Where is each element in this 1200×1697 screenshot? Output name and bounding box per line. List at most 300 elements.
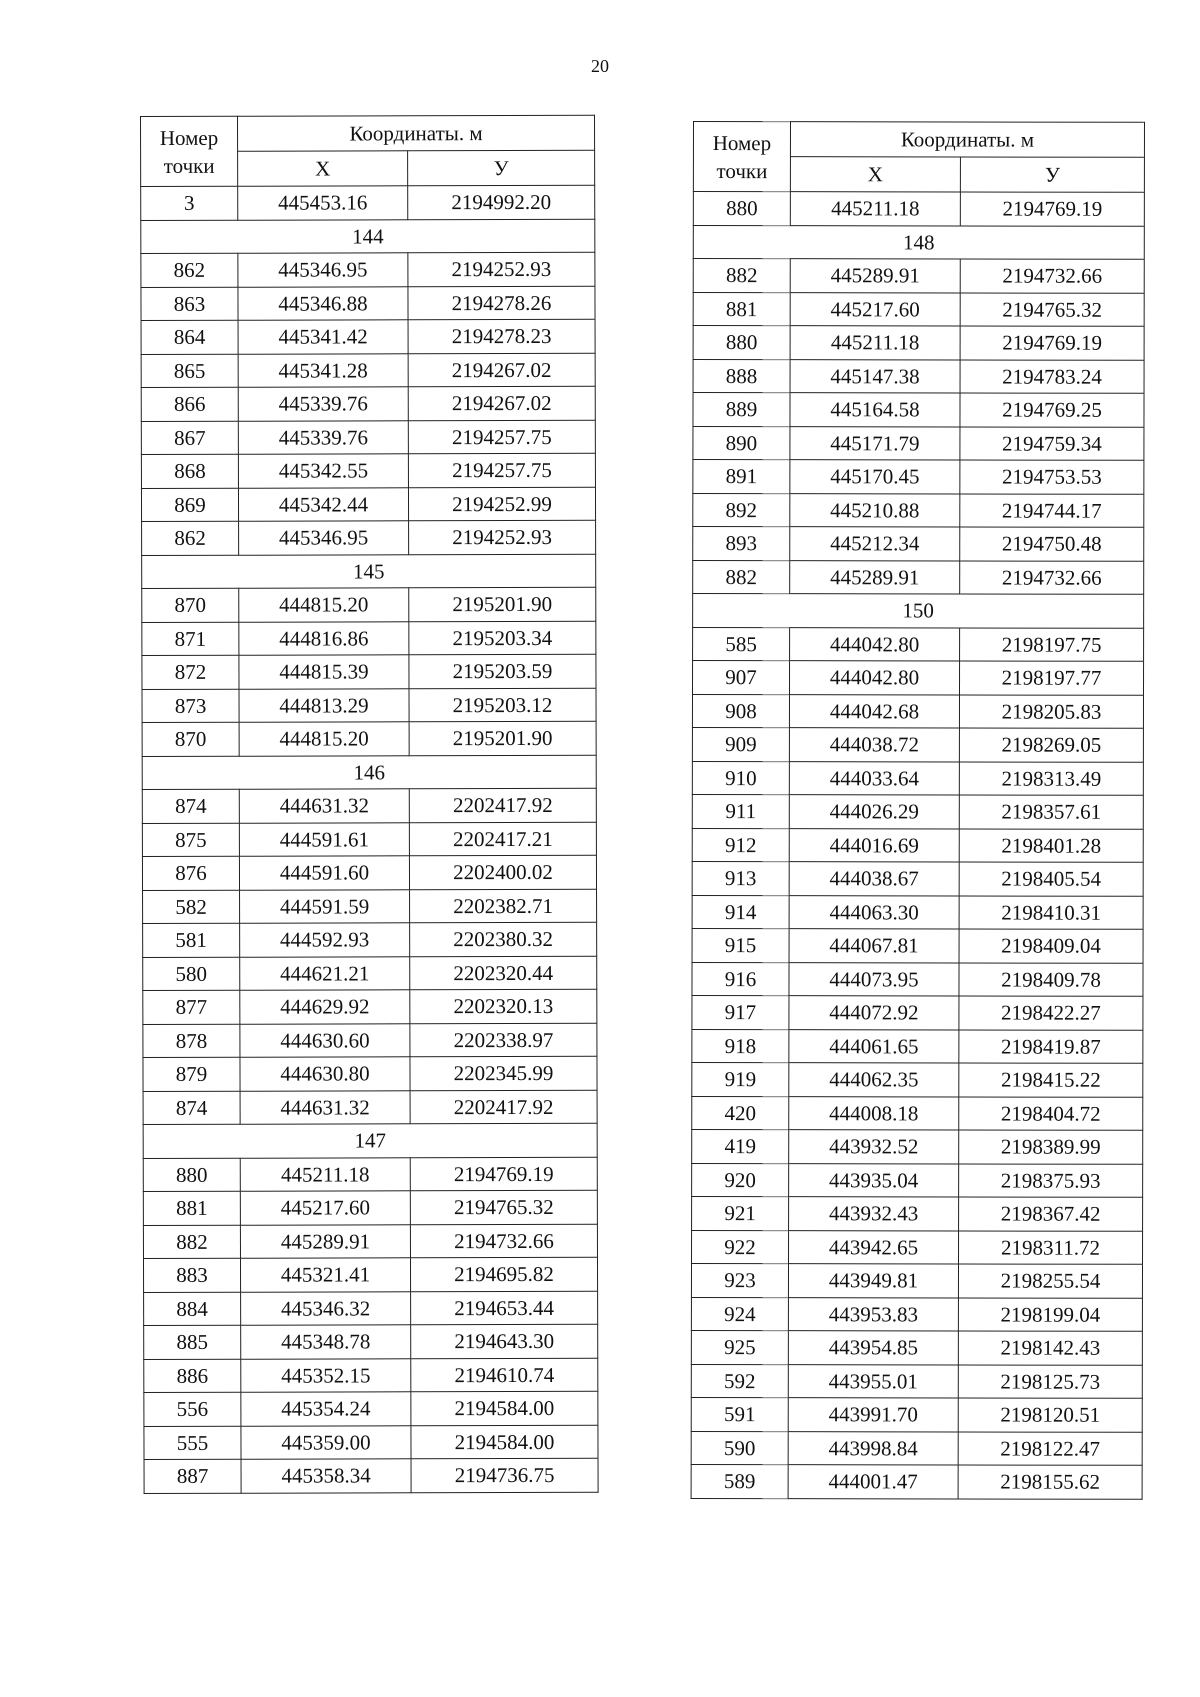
section-row	[143, 1123, 597, 1158]
table-row	[692, 928, 1143, 962]
y-coordinate-cell: 2202417.92	[410, 1090, 597, 1124]
y-coordinate-cell: 2202400.02	[409, 855, 596, 889]
point-number-cell: 580	[143, 957, 240, 991]
x-coordinate-cell: 445341.28	[238, 353, 408, 387]
table-row	[144, 1358, 598, 1393]
x-coordinate-cell: 443932.43	[789, 1197, 959, 1231]
y-column-header: У	[408, 150, 595, 185]
table-row	[693, 359, 1144, 393]
y-coordinate-cell: 2194257.75	[408, 420, 595, 454]
table-row	[143, 1224, 597, 1259]
x-coordinate-cell: 444631.32	[240, 1090, 410, 1124]
x-coordinate-cell: 444008.18	[789, 1096, 959, 1130]
point-number-cell: 591	[691, 1397, 788, 1431]
point-number-cell: 889	[693, 393, 790, 427]
table-row	[693, 292, 1144, 326]
x-coordinate-cell: 444038.67	[789, 862, 959, 896]
table-row	[692, 1062, 1143, 1096]
y-coordinate-cell: 2194252.93	[409, 520, 596, 554]
x-coordinate-cell: 444073.95	[789, 962, 959, 996]
table-body-right	[691, 192, 1144, 1499]
y-coordinate-cell: 2198357.61	[959, 795, 1143, 829]
x-coordinate-cell: 445217.60	[240, 1191, 410, 1225]
point-number-cell: 912	[692, 828, 789, 862]
x-coordinate-cell: 445341.42	[238, 320, 408, 354]
x-coordinate-cell: 444033.64	[789, 761, 959, 795]
point-number-cell: 881	[143, 1191, 240, 1225]
table-row	[692, 861, 1143, 895]
x-coordinate-cell: 443949.81	[788, 1264, 958, 1298]
coordinates-table-left	[140, 115, 599, 1494]
point-number-cell: 890	[693, 426, 790, 460]
y-coordinate-cell: 2194765.32	[410, 1190, 597, 1224]
y-coordinate-cell: 2198122.47	[958, 1431, 1142, 1465]
point-number-cell: 921	[692, 1196, 789, 1230]
table-row	[693, 527, 1144, 561]
table-row	[691, 1263, 1142, 1297]
x-coordinate-cell: 445346.32	[241, 1291, 411, 1325]
x-coordinate-cell: 443935.04	[789, 1163, 959, 1197]
section-row	[693, 594, 1144, 628]
point-number-cell: 910	[692, 761, 789, 795]
section-label: 146	[142, 755, 596, 790]
x-coordinate-cell: 444592.93	[240, 923, 410, 957]
point-number-cell: 862	[141, 253, 238, 287]
y-coordinate-cell: 2194769.19	[410, 1157, 597, 1191]
table-row	[693, 627, 1144, 661]
point-number-cell: 883	[143, 1258, 240, 1292]
point-number-cell: 589	[691, 1464, 788, 1498]
y-coordinate-cell: 2194653.44	[411, 1291, 598, 1325]
y-coordinate-cell: 2198367.42	[959, 1197, 1143, 1231]
y-coordinate-cell: 2202320.13	[410, 989, 597, 1023]
x-coordinate-cell: 445217.60	[790, 292, 960, 326]
x-coordinate-cell: 443998.84	[788, 1431, 958, 1465]
section-row	[142, 554, 596, 589]
point-number-cell: 877	[143, 990, 240, 1024]
point-number-cell: 865	[141, 354, 238, 388]
point-number-cell: 882	[693, 259, 790, 293]
x-coordinate-cell: 444067.81	[789, 929, 959, 963]
y-coordinate-cell: 2194584.00	[411, 1391, 598, 1425]
table-row	[144, 1391, 598, 1426]
point-number-cell: 873	[142, 689, 239, 723]
y-coordinate-cell: 2198422.27	[959, 996, 1143, 1030]
table-row	[141, 487, 595, 522]
point-number-cell: 919	[692, 1062, 789, 1096]
point-number-cell: 916	[692, 962, 789, 996]
point-number-cell: 863	[141, 287, 238, 321]
table-row	[144, 1291, 598, 1326]
table-row	[142, 621, 596, 656]
y-coordinate-cell: 2198375.93	[959, 1163, 1143, 1197]
table-row	[692, 694, 1143, 728]
point-number-cell: 891	[693, 460, 790, 494]
table-row	[693, 560, 1144, 594]
y-coordinate-cell: 2194783.24	[960, 359, 1144, 393]
table-row	[143, 1090, 597, 1125]
table-row	[692, 727, 1143, 761]
table-row	[692, 828, 1143, 862]
x-coordinate-cell: 444062.35	[789, 1063, 959, 1097]
table-row	[692, 761, 1143, 795]
table-row	[141, 286, 595, 321]
y-coordinate-cell: 2202380.32	[410, 922, 597, 956]
table-row	[691, 1297, 1142, 1331]
y-coordinate-cell: 2198409.78	[959, 962, 1143, 996]
x-coordinate-cell: 444813.29	[239, 688, 409, 722]
y-coordinate-cell: 2198269.05	[959, 728, 1143, 762]
y-coordinate-cell: 2194732.66	[410, 1224, 597, 1258]
point-number-cell: 920	[692, 1163, 789, 1197]
y-coordinate-cell: 2198410.31	[959, 895, 1143, 929]
table-row	[143, 889, 597, 924]
x-coordinate-cell: 443932.52	[789, 1130, 959, 1164]
point-number-header	[141, 116, 238, 186]
y-coordinate-cell: 2202417.92	[409, 788, 596, 822]
table-row	[691, 1364, 1142, 1398]
y-coordinate-cell: 2198255.54	[958, 1264, 1142, 1298]
table-row	[692, 895, 1143, 929]
x-coordinate-cell: 444001.47	[788, 1465, 958, 1499]
table-row	[143, 956, 597, 991]
point-number-cell: 868	[141, 454, 238, 488]
x-coordinate-cell: 445453.16	[238, 186, 408, 220]
point-number-header-line1: Номер	[712, 130, 772, 155]
table-row	[141, 353, 595, 388]
x-coordinate-cell: 445342.55	[238, 454, 408, 488]
point-number-cell: 918	[692, 1029, 789, 1063]
y-coordinate-cell: 2194278.23	[408, 319, 595, 353]
table-row	[141, 420, 595, 455]
table-row	[692, 661, 1143, 695]
x-coordinate-cell: 445289.91	[790, 259, 960, 293]
table-row	[141, 252, 595, 287]
point-number-cell: 592	[691, 1364, 788, 1398]
x-coordinate-cell: 444016.69	[789, 828, 959, 862]
table-row	[142, 721, 596, 756]
y-coordinate-cell: 2198419.87	[959, 1029, 1143, 1063]
x-coordinate-cell: 445359.00	[241, 1425, 411, 1459]
x-coordinate-cell: 445348.78	[241, 1325, 411, 1359]
coordinates-header: Координаты. м	[790, 122, 1144, 158]
x-coordinate-cell: 445164.58	[790, 393, 960, 427]
table-row	[142, 788, 596, 823]
y-coordinate-cell: 2202382.71	[410, 889, 597, 923]
section-label: 148	[693, 225, 1144, 259]
point-number-cell: 914	[692, 895, 789, 929]
x-coordinate-cell: 444815.39	[239, 655, 409, 689]
point-number-cell: 420	[692, 1096, 789, 1130]
table-row	[143, 1157, 597, 1192]
point-number-cell: 922	[692, 1230, 789, 1264]
y-coordinate-cell: 2198313.49	[959, 761, 1143, 795]
x-coordinate-cell: 443991.70	[788, 1398, 958, 1432]
point-number-cell: 888	[693, 359, 790, 393]
point-number-cell: 874	[143, 1091, 240, 1125]
point-number-cell: 866	[141, 387, 238, 421]
point-number-cell: 867	[141, 421, 238, 455]
point-number-cell: 911	[692, 794, 789, 828]
y-coordinate-cell: 2194257.75	[408, 453, 595, 487]
y-coordinate-cell: 2194732.66	[960, 259, 1144, 293]
table-row	[693, 192, 1144, 226]
y-coordinate-cell: 2194765.32	[960, 292, 1144, 326]
y-coordinate-cell: 2194278.26	[408, 286, 595, 320]
x-column-header: Х	[790, 157, 960, 192]
table-row	[693, 426, 1144, 460]
table-row	[692, 995, 1143, 1029]
x-coordinate-cell: 443954.85	[788, 1331, 958, 1365]
table-row	[692, 794, 1143, 828]
section-label: 144	[141, 219, 595, 254]
y-coordinate-cell: 2194750.48	[960, 527, 1144, 561]
x-coordinate-cell: 445346.95	[239, 521, 409, 555]
table-row	[692, 1196, 1143, 1230]
point-number-cell: 907	[692, 661, 789, 695]
point-number-cell: 872	[142, 655, 239, 689]
y-coordinate-cell: 2195203.59	[409, 654, 596, 688]
y-coordinate-cell: 2198415.22	[959, 1063, 1143, 1097]
x-coordinate-cell: 444815.20	[239, 588, 409, 622]
x-coordinate-cell: 444042.80	[790, 627, 960, 661]
x-coordinate-cell: 445354.24	[241, 1392, 411, 1426]
y-coordinate-cell: 2198142.43	[958, 1331, 1142, 1365]
table-row	[143, 1023, 597, 1058]
point-number-cell: 909	[692, 727, 789, 761]
coordinates-header: Координаты. м	[238, 115, 595, 151]
point-number-cell: 556	[144, 1392, 241, 1426]
y-coordinate-cell: 2195201.90	[409, 587, 596, 621]
point-number-cell: 917	[692, 995, 789, 1029]
table-row	[693, 493, 1144, 527]
x-coordinate-cell: 444591.59	[240, 889, 410, 923]
x-coordinate-cell: 444591.60	[239, 856, 409, 890]
y-coordinate-cell: 2198155.62	[958, 1465, 1142, 1499]
x-coordinate-cell: 445346.88	[238, 286, 408, 320]
x-coordinate-cell: 445346.95	[238, 253, 408, 287]
x-coordinate-cell: 444063.30	[789, 895, 959, 929]
table-row	[144, 1324, 598, 1359]
x-coordinate-cell: 445358.34	[241, 1459, 411, 1493]
table-row	[692, 1029, 1143, 1063]
table-row	[142, 587, 596, 622]
table-row	[693, 259, 1144, 293]
y-coordinate-cell: 2195201.90	[409, 721, 596, 755]
y-coordinate-cell: 2202417.21	[409, 822, 596, 856]
x-coordinate-cell: 445212.34	[790, 527, 960, 561]
point-number-header-line2: точки	[716, 158, 768, 183]
section-label: 147	[143, 1123, 597, 1158]
point-number-cell: 880	[693, 192, 790, 226]
point-number-cell: 925	[691, 1330, 788, 1364]
y-coordinate-cell: 2198409.04	[959, 929, 1143, 963]
x-coordinate-cell: 445211.18	[240, 1157, 410, 1191]
y-coordinate-cell: 2202345.99	[410, 1056, 597, 1090]
table-row	[143, 1257, 597, 1292]
x-coordinate-cell: 445339.76	[238, 420, 408, 454]
x-coordinate-cell: 445321.41	[240, 1258, 410, 1292]
y-coordinate-cell: 2195203.12	[409, 688, 596, 722]
y-coordinate-cell: 2198311.72	[959, 1230, 1143, 1264]
point-number-cell: 884	[144, 1292, 241, 1326]
table-row	[693, 326, 1144, 360]
table-row	[692, 1163, 1143, 1197]
point-number-cell: 590	[691, 1431, 788, 1465]
section-row	[141, 219, 595, 254]
table-body-left	[141, 185, 598, 1493]
table-row	[143, 922, 597, 957]
table-row	[691, 1397, 1142, 1431]
y-coordinate-cell: 2198199.04	[958, 1297, 1142, 1331]
y-coordinate-cell: 2194267.02	[408, 353, 595, 387]
table-row	[141, 453, 595, 488]
point-number-cell: 879	[143, 1057, 240, 1091]
point-number-cell: 876	[142, 856, 239, 890]
x-coordinate-cell: 445211.18	[790, 192, 960, 226]
x-coordinate-cell: 445342.44	[238, 487, 408, 521]
x-coordinate-cell: 444072.92	[789, 996, 959, 1030]
table-row	[142, 688, 596, 723]
point-number-cell: 924	[691, 1297, 788, 1331]
table-row	[144, 1425, 598, 1460]
y-coordinate-cell: 2198125.73	[958, 1364, 1142, 1398]
table-row	[691, 1464, 1142, 1498]
point-number-cell: 882	[143, 1225, 240, 1259]
x-coordinate-cell: 444038.72	[789, 728, 959, 762]
y-coordinate-cell: 2202338.97	[410, 1023, 597, 1057]
y-coordinate-cell: 2194584.00	[411, 1425, 598, 1459]
table-row	[141, 319, 595, 354]
table-row	[143, 1190, 597, 1225]
x-coordinate-cell: 443955.01	[788, 1364, 958, 1398]
y-coordinate-cell: 2194732.66	[960, 560, 1144, 594]
table-row	[692, 1129, 1143, 1163]
table-row	[143, 989, 597, 1024]
table-row	[692, 1096, 1143, 1130]
y-coordinate-cell: 2198197.75	[960, 627, 1144, 661]
table-row	[693, 460, 1144, 494]
coordinates-table-right	[691, 121, 1145, 1499]
table-row	[142, 822, 596, 857]
point-number-cell: 886	[144, 1359, 241, 1393]
point-number-cell: 878	[143, 1024, 240, 1058]
point-number-cell: 892	[693, 493, 790, 527]
x-coordinate-cell: 445211.18	[790, 326, 960, 360]
x-coordinate-cell: 445210.88	[790, 493, 960, 527]
point-number-cell: 880	[693, 326, 790, 360]
point-number-cell: 882	[693, 560, 790, 594]
point-number-cell: 862	[142, 521, 239, 555]
point-number-cell: 915	[692, 928, 789, 962]
y-coordinate-cell: 2198405.54	[959, 862, 1143, 896]
x-coordinate-cell: 444629.92	[240, 990, 410, 1024]
table-row	[144, 1458, 598, 1493]
point-number-cell: 555	[144, 1426, 241, 1460]
point-number-cell: 875	[142, 823, 239, 857]
x-coordinate-cell: 444042.68	[789, 694, 959, 728]
section-label: 145	[142, 554, 596, 589]
y-coordinate-cell: 2194753.53	[960, 460, 1144, 494]
y-coordinate-cell: 2194769.19	[960, 326, 1144, 360]
point-number-header	[693, 122, 790, 192]
point-number-cell: 870	[142, 588, 239, 622]
x-coordinate-cell: 444026.29	[789, 795, 959, 829]
x-coordinate-cell: 443953.83	[788, 1297, 958, 1331]
point-number-header-line1: Номер	[159, 125, 219, 150]
x-coordinate-cell: 445339.76	[238, 387, 408, 421]
y-coordinate-cell: 2194267.02	[408, 386, 595, 420]
y-coordinate-cell: 2194769.19	[960, 192, 1144, 226]
y-coordinate-cell: 2198205.83	[959, 694, 1143, 728]
y-coordinate-cell: 2198389.99	[959, 1130, 1143, 1164]
table-row	[692, 962, 1143, 996]
point-number-cell: 869	[141, 488, 238, 522]
y-coordinate-cell: 2194759.34	[960, 426, 1144, 460]
x-coordinate-cell: 445289.91	[240, 1224, 410, 1258]
point-number-cell: 885	[144, 1325, 241, 1359]
y-coordinate-cell: 2194992.20	[408, 185, 595, 219]
point-number-cell: 874	[142, 789, 239, 823]
point-number-cell: 870	[142, 722, 239, 756]
x-coordinate-cell: 444815.20	[239, 722, 409, 756]
y-coordinate-cell: 2194769.25	[960, 393, 1144, 427]
y-column-header: У	[960, 157, 1144, 192]
page-number: 20	[591, 56, 609, 76]
x-coordinate-cell: 444631.32	[239, 789, 409, 823]
point-number-cell: 585	[693, 627, 790, 661]
y-coordinate-cell: 2194252.93	[408, 252, 595, 286]
section-row	[142, 755, 596, 790]
x-coordinate-cell: 445170.45	[790, 460, 960, 494]
y-coordinate-cell: 2198120.51	[958, 1398, 1142, 1432]
y-coordinate-cell: 2194643.30	[411, 1324, 598, 1358]
table-row	[142, 520, 596, 555]
y-coordinate-cell: 2194736.75	[411, 1458, 598, 1492]
y-coordinate-cell: 2195203.34	[409, 621, 596, 655]
point-number-cell: 864	[141, 320, 238, 354]
x-coordinate-cell: 444630.80	[240, 1057, 410, 1091]
point-number-header-line2: точки	[163, 153, 215, 178]
point-number-cell: 913	[692, 861, 789, 895]
table-row	[142, 654, 596, 689]
x-coordinate-cell: 444630.60	[240, 1023, 410, 1057]
point-number-cell: 887	[144, 1459, 241, 1493]
point-number-cell: 880	[143, 1158, 240, 1192]
y-coordinate-cell: 2198404.72	[959, 1096, 1143, 1130]
x-coordinate-cell: 444061.65	[789, 1029, 959, 1063]
table-row	[692, 1230, 1143, 1264]
y-coordinate-cell: 2198401.28	[959, 828, 1143, 862]
y-coordinate-cell: 2194252.99	[408, 487, 595, 521]
point-number-cell: 923	[691, 1263, 788, 1297]
x-coordinate-cell: 445289.91	[790, 560, 960, 594]
point-number-cell: 582	[143, 890, 240, 924]
y-coordinate-cell: 2202320.44	[410, 956, 597, 990]
point-number-cell: 419	[692, 1129, 789, 1163]
point-number-cell: 908	[692, 694, 789, 728]
table-row	[141, 386, 595, 421]
table-row	[693, 393, 1144, 427]
x-coordinate-cell: 444042.80	[789, 661, 959, 695]
x-coordinate-cell: 444591.61	[239, 822, 409, 856]
x-coordinate-cell: 445147.38	[790, 359, 960, 393]
table-row	[142, 855, 596, 890]
y-coordinate-cell: 2194744.17	[960, 493, 1144, 527]
point-number-cell: 581	[143, 923, 240, 957]
x-coordinate-cell: 445352.15	[241, 1358, 411, 1392]
x-coordinate-cell: 443942.65	[789, 1230, 959, 1264]
